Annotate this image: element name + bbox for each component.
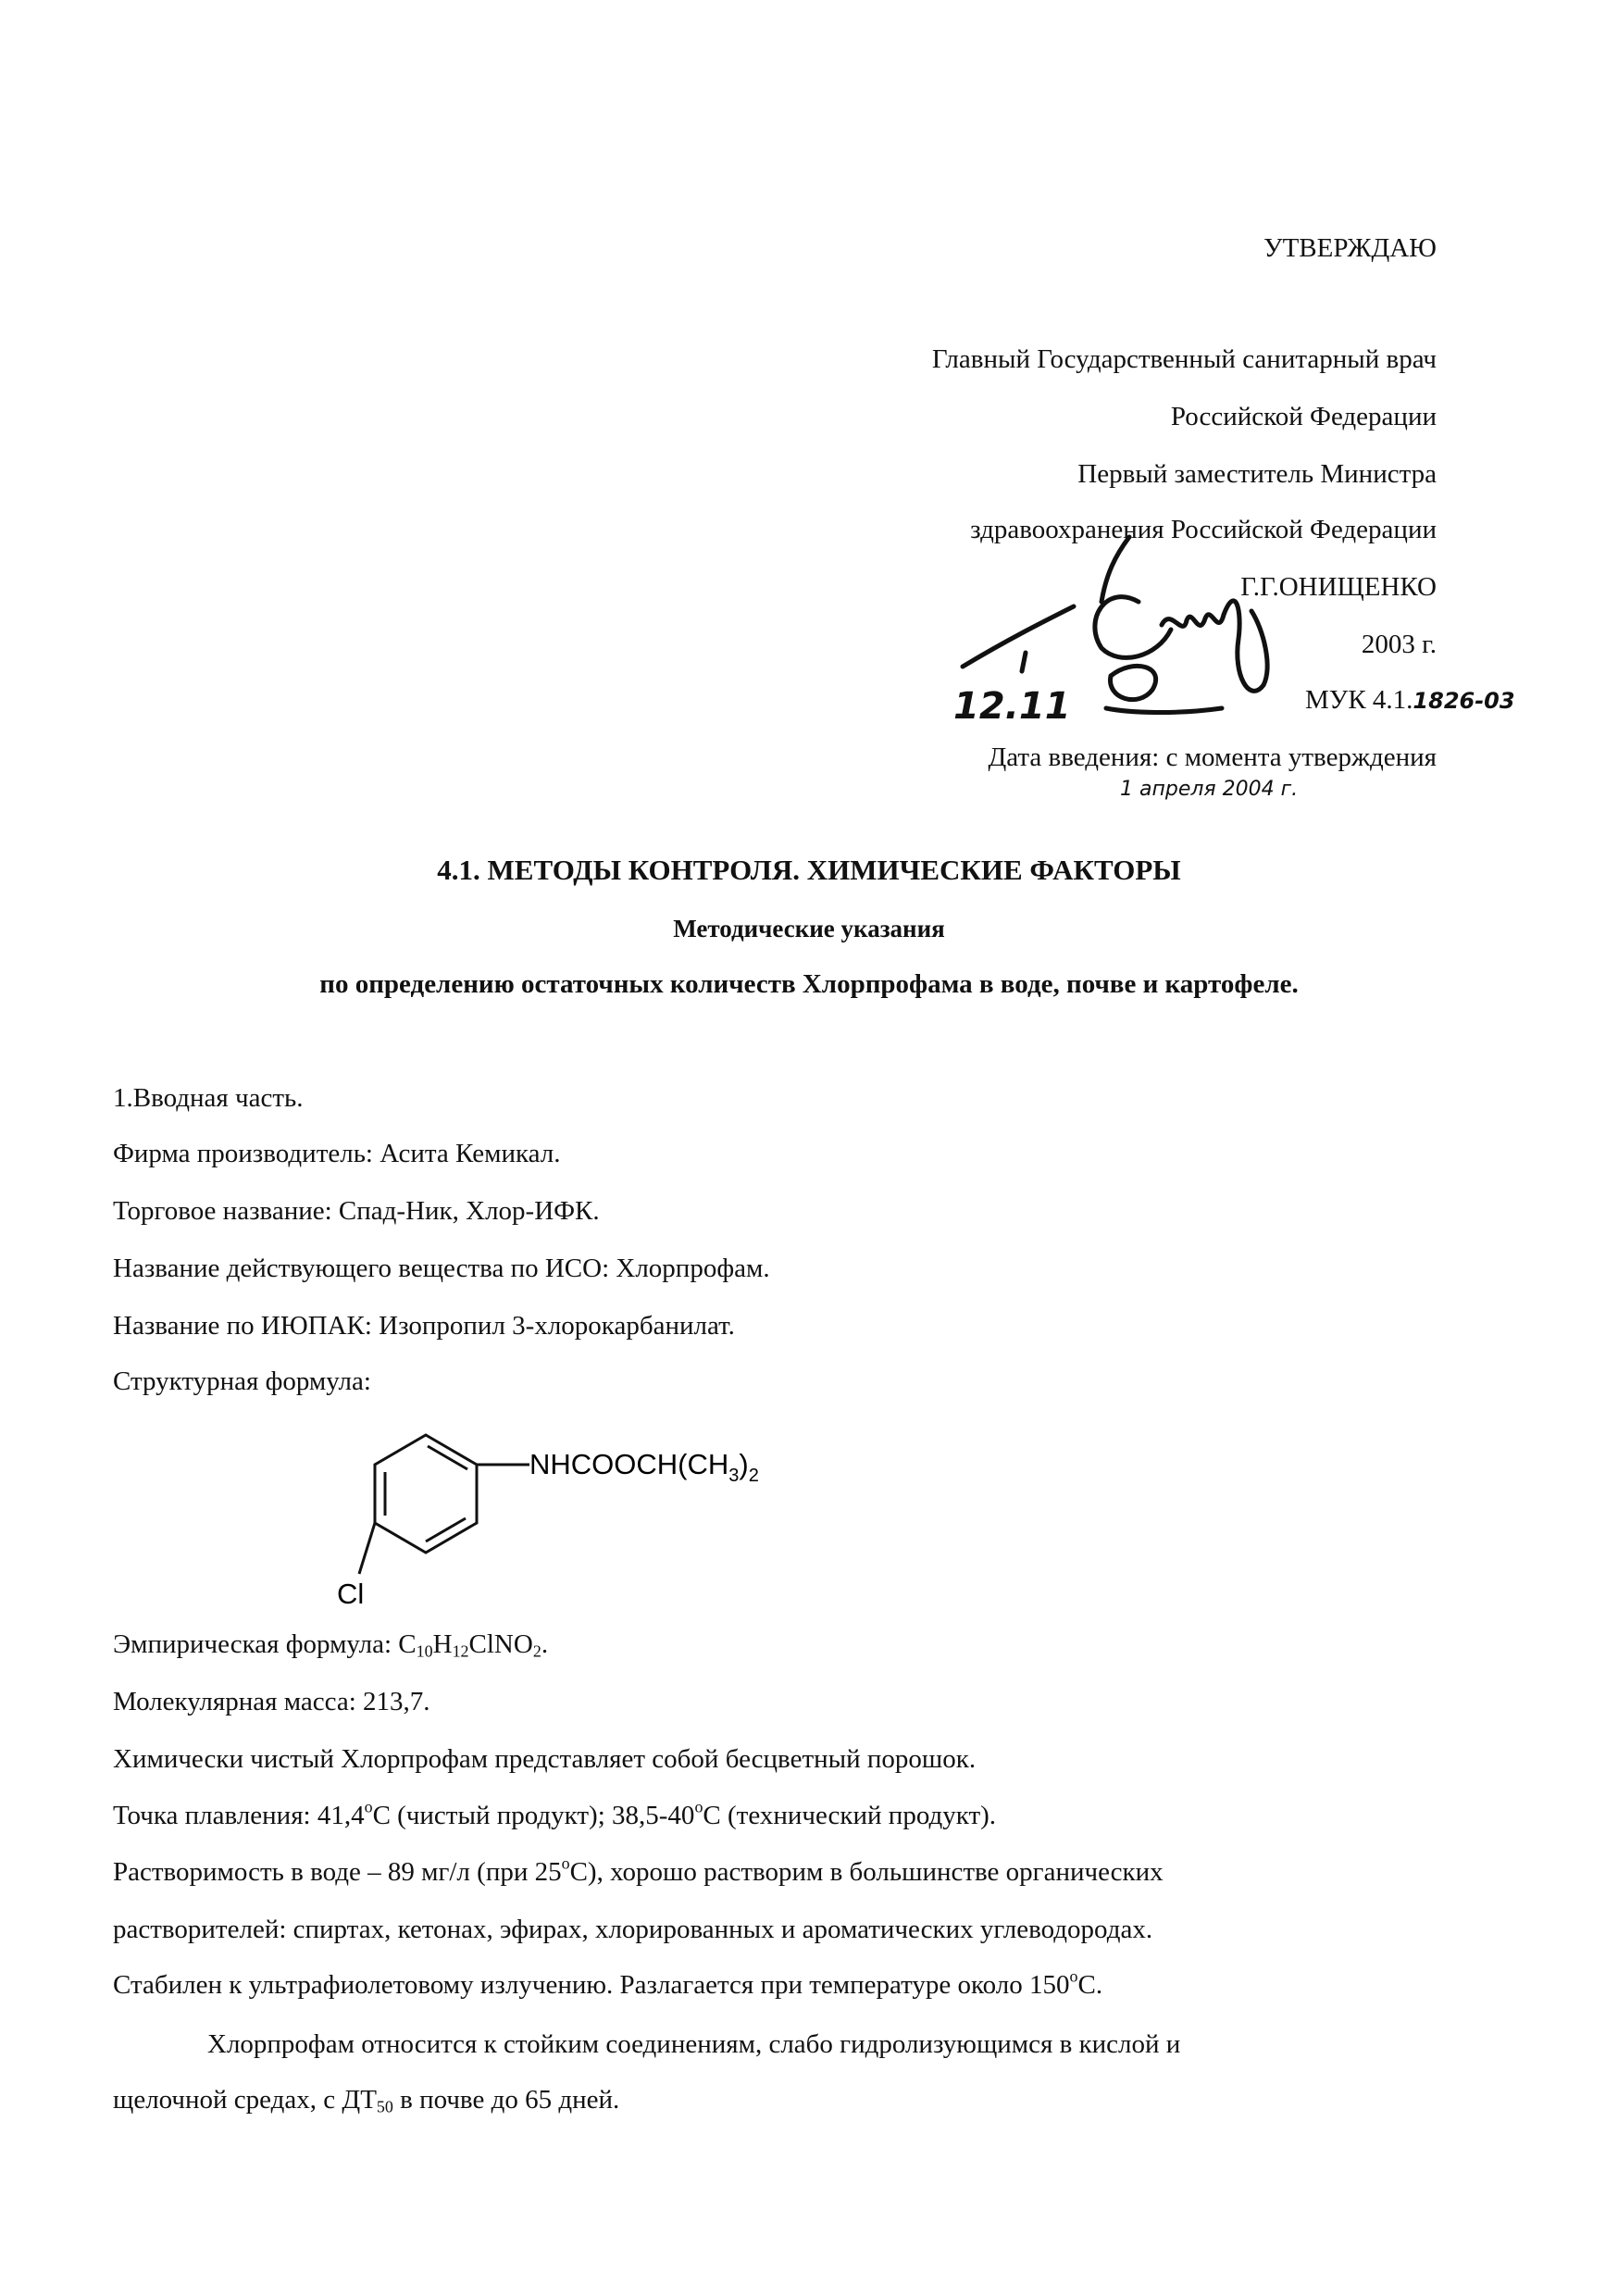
date-intro-label: Дата введения: с момента утверждения xyxy=(988,742,1437,772)
ring-double-bond-1 xyxy=(428,1446,467,1469)
approval-position-line2: Российской Федерации xyxy=(1170,402,1437,431)
empirical-h: H xyxy=(432,1629,453,1659)
substituent-main: NHCOOCH(CH xyxy=(529,1448,729,1480)
intro-iupac-name: Название по ИЮПАК: Изопропил 3-хлорокарбанилат. xyxy=(113,1311,735,1341)
persistence-line1: Хлорпрофам относится к стойким соединениям, слабо гидролизующимся в кислой и xyxy=(207,2029,1181,2059)
empirical-rest: ClNO xyxy=(468,1629,533,1659)
substituent-close: ) xyxy=(739,1448,749,1480)
structural-formula xyxy=(315,1426,833,1611)
bond-to-halogen xyxy=(359,1523,375,1574)
approval-title: УТВЕРЖДАЮ xyxy=(1263,233,1437,263)
approval-signatory: Г.Г.ОНИЩЕНКО xyxy=(1240,572,1437,602)
approval-position-line3: Первый заместитель Министра xyxy=(1077,459,1437,489)
persistence-sub: 50 xyxy=(376,2097,393,2116)
stability-b: С. xyxy=(1077,1970,1103,2000)
doc-subject: по определению остаточных количеств Хлорпрофама в воде, почве и картофеле. xyxy=(319,969,1299,999)
melting-a: Точка плавления: 41,4 xyxy=(113,1801,365,1830)
stability-a: Стабилен к ультрафиолетовому излучению. Разлагается при температуре около 150 xyxy=(113,1970,1070,2000)
handwritten-date-intro: 1 апреля 2004 г. xyxy=(1120,778,1299,801)
doc-number-prefix: МУК 4.1. xyxy=(1305,685,1413,715)
empirical-c: C xyxy=(398,1629,417,1659)
empirical-formula xyxy=(113,1628,548,1661)
melting-deg1: о xyxy=(364,1797,373,1816)
persistence-a: щелочной средах, с ДТ xyxy=(113,2085,377,2115)
solubility-line2: растворителей: спиртах, кетонах, эфирах, хлорированных и ароматических углеводородах. xyxy=(113,1915,1153,1944)
empirical-h-count: 12 xyxy=(452,1641,469,1661)
substituent-sub: 3 xyxy=(728,1466,740,1486)
melting-deg2: о xyxy=(694,1797,703,1816)
intro-heading: 1.Вводная часть. xyxy=(113,1083,304,1113)
molecular-mass: Молекулярная масса: 213,7. xyxy=(113,1687,430,1716)
solubility-a: Растворимость в воде – 89 мг/л (при 25 xyxy=(113,1857,562,1887)
empirical-label: Эмпирическая формула: xyxy=(113,1629,399,1659)
doc-type: Методические указания xyxy=(673,915,945,942)
intro-manufacturer: Фирма производитель: Асита Кемикал. xyxy=(113,1139,561,1168)
persistence-line2 xyxy=(113,2083,619,2116)
stability-deg: о xyxy=(1069,1966,1078,1986)
appearance: Химически чистый Хлорпрофам представляет собой бесцветный порошок. xyxy=(113,1744,977,1774)
solubility-deg: о xyxy=(561,1853,570,1873)
solubility-line1 xyxy=(113,1855,1164,1889)
handwritten-date: 12.11 xyxy=(953,685,1071,728)
doc-number xyxy=(1305,683,1515,718)
section-title: 4.1. МЕТОДЫ КОНТРОЛЯ. ХИМИЧЕСКИЕ ФАКТОРЫ xyxy=(437,854,1181,886)
benzene-ring xyxy=(375,1435,477,1553)
empirical-o-count: 2 xyxy=(532,1641,541,1661)
melting-c: С (технический продукт). xyxy=(703,1801,997,1830)
doc-number-handwritten: 1826-03 xyxy=(1413,688,1515,714)
substituent-label xyxy=(529,1448,759,1486)
solubility-b: С), хорошо растворим в большинстве органических xyxy=(569,1857,1164,1887)
approval-position-line1: Главный Государственный санитарный врач xyxy=(931,344,1437,374)
intro-iso-name: Название действующего вещества по ИСО: Хлорпрофам. xyxy=(113,1254,770,1283)
stability xyxy=(113,1968,1102,2002)
approval-position-line4: здравоохранения Российской Федерации xyxy=(970,515,1437,544)
halogen-label: Cl xyxy=(337,1578,365,1610)
melting-point xyxy=(113,1799,996,1832)
empirical-c-count: 10 xyxy=(416,1641,433,1661)
ring-double-bond-3 xyxy=(426,1518,466,1541)
approval-year: 2003 г. xyxy=(1361,630,1437,659)
melting-b: С (чистый продукт); 38,5-40 xyxy=(372,1801,695,1830)
persistence-b: в почве до 65 дней. xyxy=(392,2085,620,2115)
empirical-end: . xyxy=(541,1629,549,1659)
substituent-sub2: 2 xyxy=(748,1466,759,1486)
intro-trade-name: Торговое название: Спад-Ник, Хлор-ИФК. xyxy=(113,1196,600,1226)
intro-structural-label: Структурная формула: xyxy=(113,1366,371,1396)
